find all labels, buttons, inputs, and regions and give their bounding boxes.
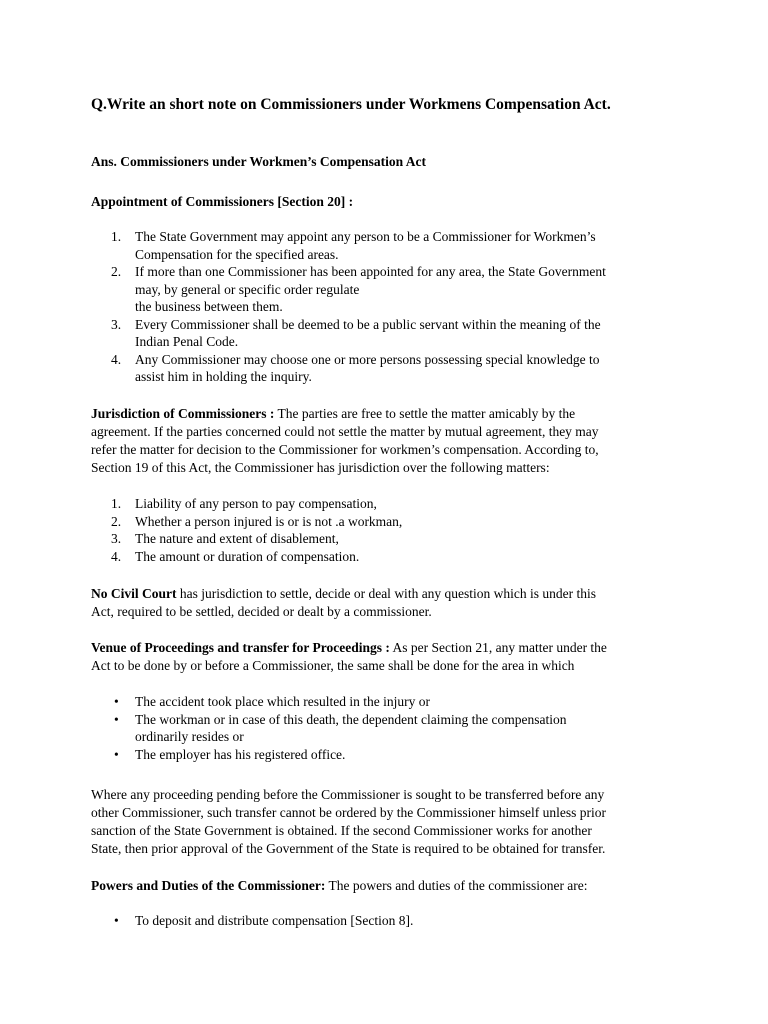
powers-bullet-list	[91, 912, 681, 930]
powers-paragraph	[91, 877, 676, 895]
list-item-text: Every Commissioner shall be deemed to be a public servant within the meaning of the	[135, 316, 601, 332]
list-item	[91, 495, 681, 513]
list-item	[91, 263, 681, 316]
list-item-text: The workman or in case of this death, the dependent claiming the compensation	[135, 711, 567, 727]
list-item	[91, 912, 681, 930]
paragraph-line: Act to be done by or before a Commissioner, the same shall be done for the area in which	[91, 658, 575, 673]
list-item	[91, 548, 681, 566]
paragraph-line: The parties are free to settle the matter amicably by the	[274, 406, 576, 421]
list-item	[91, 711, 681, 746]
paragraph-line: refer the matter for decision to the Commissioner for workmen’s compensation. According to,	[91, 442, 599, 457]
paragraph-line: sanction of the State Government is obtained. If the second Commissioner works for another	[91, 823, 592, 838]
jurisdiction-list	[91, 495, 681, 565]
list-number: 4.	[111, 548, 122, 564]
list-number: 1.	[111, 229, 122, 244]
list-item-text: The nature and extent of disablement,	[135, 531, 339, 546]
paragraph-line: Section 19 of this Act, the Commissioner has jurisdiction over the following matters:	[91, 460, 550, 475]
bullet-icon: •	[114, 711, 119, 727]
jurisdiction-label: Jurisdiction of Commissioners :	[91, 406, 275, 421]
paragraph-line: Act, required to be settled, decided or dealt by a commissioner.	[91, 604, 432, 619]
list-item-text: assist him in holding the inquiry.	[135, 369, 312, 384]
list-item-text: To deposit and distribute compensation [Section 8].	[135, 913, 414, 928]
list-number: 4.	[111, 351, 122, 367]
powers-label: Powers and Duties of the Commissioner:	[91, 878, 326, 893]
venue-paragraph	[91, 639, 676, 675]
list-item	[91, 228, 681, 263]
list-item-text: Indian Penal Code.	[135, 334, 239, 349]
paragraph-line: As per Section 21, any matter under the	[389, 640, 607, 655]
bullet-icon: •	[114, 694, 119, 709]
list-item	[91, 316, 681, 351]
list-item	[91, 693, 681, 711]
civil-court-label: No Civil Court	[91, 586, 177, 601]
list-number: 1.	[111, 496, 122, 511]
list-item-text: Compensation for the specified areas.	[135, 246, 339, 262]
bullet-icon: •	[114, 746, 119, 762]
list-item	[91, 746, 681, 764]
list-item-text: If more than one Commissioner has been appointed for any area, the State Government	[135, 264, 606, 279]
list-item	[91, 530, 681, 548]
bullet-icon: •	[114, 913, 119, 928]
jurisdiction-paragraph	[91, 405, 676, 477]
venue-bullet-list	[91, 693, 681, 763]
list-item-text: ordinarily resides or	[135, 729, 244, 744]
list-item-text: Liability of any person to pay compensation,	[135, 496, 377, 511]
appointment-heading: Appointment of Commissioners [Section 20] :	[91, 194, 354, 209]
paragraph-line: State, then prior approval of the Government of the State is required to be obtained for transfer.	[91, 841, 606, 856]
list-item	[91, 513, 681, 531]
transfer-paragraph	[91, 786, 676, 858]
list-number: 3.	[111, 316, 122, 332]
list-item-text: The employer has his registered office.	[135, 746, 346, 762]
question-title: Q.Write an short note on Commissioners under Workmens Compensation Act.	[91, 96, 611, 113]
list-item-text: may, by general or specific order regulate	[135, 281, 360, 297]
list-item-text: Whether a person injured is or is not .a workman,	[135, 513, 403, 529]
paragraph-line: other Commissioner, such transfer cannot be ordered by the Commissioner himself unless prior	[91, 805, 606, 820]
list-item-text: The amount or duration of compensation.	[135, 548, 360, 564]
appointment-list	[91, 228, 681, 386]
venue-label: Venue of Proceedings and transfer for Proceedings :	[91, 640, 390, 655]
paragraph-line: agreement. If the parties concerned could not settle the matter by mutual agreement, they may	[91, 424, 599, 439]
answer-heading: Ans. Commissioners under Workmen’s Compensation Act	[91, 154, 427, 169]
list-number: 2.	[111, 513, 122, 529]
paragraph-line: has jurisdiction to settle, decide or deal with any question which is under this	[176, 586, 597, 601]
list-item-text: the business between them.	[135, 299, 283, 314]
list-number: 3.	[111, 531, 122, 546]
list-item	[91, 351, 681, 386]
paragraph-line: The powers and duties of the commissioner are:	[325, 878, 588, 893]
list-item-text: The accident took place which resulted in the injury or	[135, 694, 431, 709]
civil-court-paragraph	[91, 585, 676, 621]
list-number: 2.	[111, 264, 122, 279]
paragraph-line: Where any proceeding pending before the Commissioner is sought to be transferred before any	[91, 787, 605, 802]
list-item-text: Any Commissioner may choose one or more persons possessing special knowledge to	[135, 351, 600, 367]
list-item-text: The State Government may appoint any person to be a Commissioner for Workmen’s	[135, 229, 596, 244]
